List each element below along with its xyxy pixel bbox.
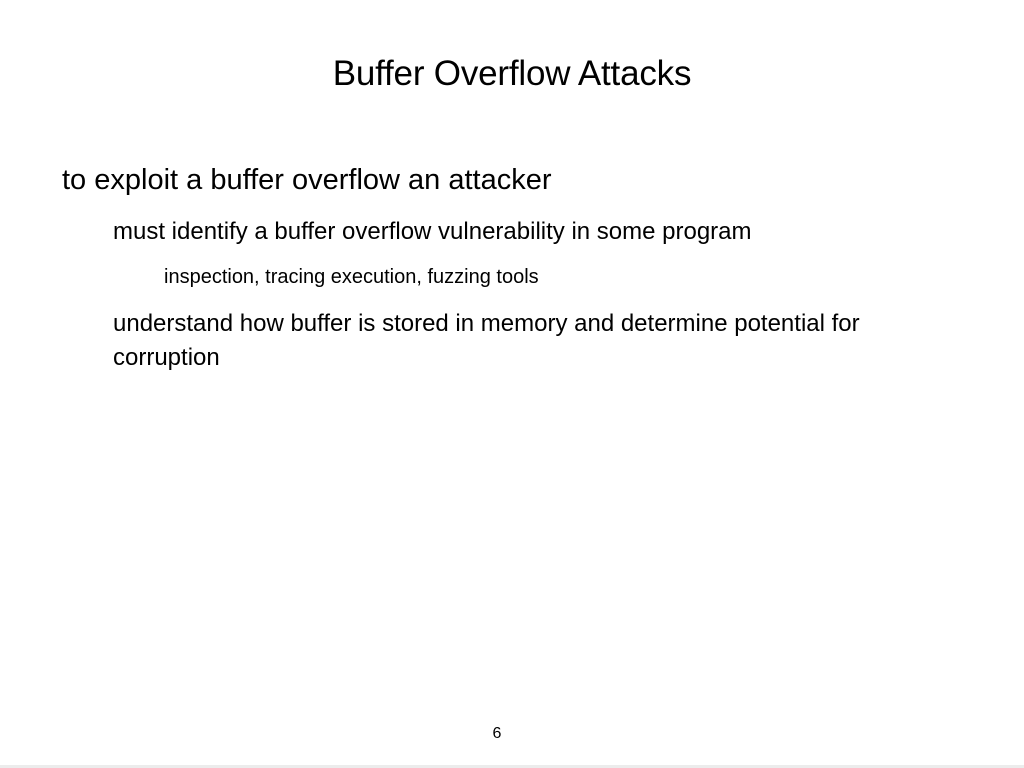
bullet-level-3-tools: inspection, tracing execution, fuzzing tools (164, 266, 539, 288)
bullet-level-2-understand: understand how buffer is stored in memory and determine potential for corruption (113, 310, 860, 371)
bullet-level-1: to exploit a buffer overflow an attacker (62, 164, 552, 196)
page-number: 6 (492, 725, 502, 742)
slide-title: Buffer Overflow Attacks (332, 54, 692, 93)
bullet-level-2-identify: must identify a buffer overflow vulnerability in some program (113, 218, 752, 245)
